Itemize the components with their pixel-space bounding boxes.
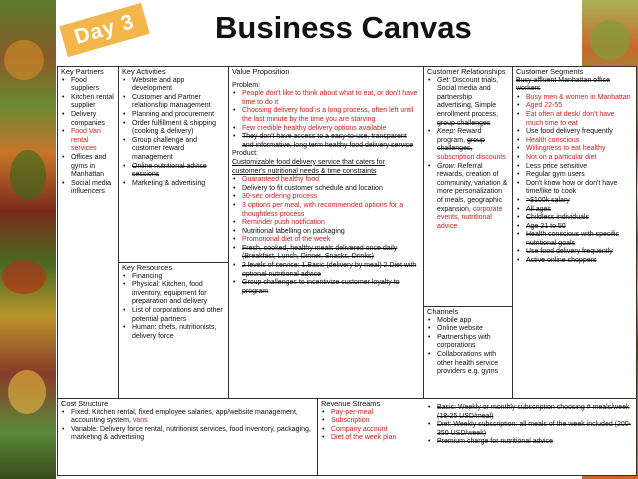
product-item bbox=[232, 245, 420, 262]
product-item bbox=[232, 236, 420, 245]
revenue-stream-item bbox=[321, 426, 421, 435]
cost-item-text: Variable: Delivery force rental, nutritionist services, food inventory, packaging, marketing & advertising bbox=[71, 425, 311, 442]
revenue-stream-item-text: Diet of the week plan bbox=[331, 434, 397, 442]
product-item bbox=[232, 279, 420, 296]
revenue-stream-item bbox=[321, 409, 421, 418]
key-partner-item bbox=[61, 94, 115, 111]
customer-segment-item bbox=[516, 248, 633, 257]
revenue-option-item bbox=[427, 421, 633, 438]
product-item bbox=[232, 185, 420, 194]
customer-segment-item-text: Use food delivery frequently bbox=[526, 248, 613, 256]
key-resource-item bbox=[122, 324, 225, 341]
key-resource-item bbox=[122, 273, 225, 282]
key-activity-item-text: Order fulfillment & shipping (cooking & delivery) bbox=[132, 119, 217, 136]
customer-relationship-item-struck: group challenges bbox=[437, 119, 491, 127]
revenue-stream-item bbox=[321, 417, 421, 426]
problem-item bbox=[232, 90, 420, 107]
revenue-crossed-list bbox=[427, 404, 633, 447]
customer-relationship-item-text: Discount trials, Social media and partnership advertising, Simple enrollment process, bbox=[437, 76, 499, 118]
product-item-text: 30-sec ordering process bbox=[242, 193, 318, 201]
channel-item-text: Partnerships with corporations bbox=[437, 333, 491, 350]
customer-relationships-list bbox=[427, 77, 509, 232]
key-activities-list bbox=[122, 77, 225, 189]
customer-segment-item-text: Less price sensitive bbox=[526, 162, 588, 170]
key-partner-item-text: Delivery companies bbox=[71, 110, 105, 127]
product-item-text: Reminder push notification bbox=[242, 219, 325, 227]
key-partner-item-text: Food Van rental services bbox=[71, 128, 101, 153]
key-resources-heading: Key Resources bbox=[122, 263, 173, 272]
revenue-crossed-cell bbox=[424, 403, 636, 475]
customer-segment-item-text: Not on a particular diet bbox=[526, 153, 597, 161]
customer-relationship-item bbox=[427, 163, 509, 232]
product-item-text: 2 levels of service: 1.Basic (delivery by meal) 2.Diet with optional nutritional advice bbox=[242, 262, 417, 278]
revenue-option-item bbox=[427, 438, 633, 447]
cost-item-highlight: vans bbox=[132, 417, 148, 425]
customer-segment-item bbox=[516, 180, 633, 197]
channel-item bbox=[427, 317, 509, 326]
customer-segment-item bbox=[516, 163, 633, 172]
product-description: Customizable food delivery service that caters for customer's nutritional needs & time constraints bbox=[232, 158, 385, 175]
customer-segment-item bbox=[516, 137, 633, 146]
product-item-text: 3 options per meal, with recommended options for a thoughtless process bbox=[242, 201, 404, 218]
key-activities-heading: Key Activities bbox=[122, 67, 166, 76]
customer-segment-item-text: Use food delivery frequently bbox=[526, 128, 613, 136]
key-partner-item-text: Offices and gyms in Manhattan bbox=[71, 153, 107, 179]
cost-item-text: Fixed: Kitchen rental, fixed employee salaries, app/website management, accounting system, bbox=[71, 408, 298, 425]
day-badge: Day 3 bbox=[59, 3, 150, 57]
customer-segment-item-text: Health conscious bbox=[526, 136, 580, 144]
customer-segment-item bbox=[516, 94, 633, 103]
key-activity-item bbox=[122, 137, 225, 163]
key-resource-item-text: Financing bbox=[132, 272, 163, 280]
product-item-text: Guaranteed healthy food bbox=[242, 176, 320, 184]
customer-segment-item bbox=[516, 197, 633, 206]
key-activity-item-text: Online nutritional advise sessions bbox=[132, 162, 207, 179]
customer-segment-item bbox=[516, 145, 633, 154]
customer-segment-item-text: Regular gym users bbox=[526, 171, 585, 179]
cost-item bbox=[61, 409, 314, 426]
channel-item-text: Online website bbox=[437, 325, 483, 333]
revenue-option-item-text: Premium charge for nutritional advice bbox=[437, 438, 553, 446]
key-partner-item bbox=[61, 154, 115, 180]
customer-segments-cell bbox=[513, 67, 636, 399]
customer-relationship-item-highlight: subscription discounts bbox=[437, 153, 506, 161]
problem-item bbox=[232, 125, 420, 134]
customer-relationship-item-lead: Keep: bbox=[437, 128, 456, 136]
value-proposition-cell bbox=[229, 67, 424, 399]
problem-item bbox=[232, 133, 420, 150]
customer-segments-heading: Customer Segments bbox=[516, 67, 584, 76]
cost-structure-list bbox=[61, 409, 314, 443]
key-activity-item-text: Website and app development bbox=[132, 76, 185, 93]
product-item-text: Group challenges to incentivize customer loyalty to program bbox=[242, 279, 400, 295]
cost-structure-heading: Cost Structure bbox=[61, 399, 109, 408]
key-resource-item-text: Physical: Kitchen, food inventory, equipment for preparation and delivery bbox=[132, 281, 208, 306]
key-partners-cell bbox=[58, 67, 119, 399]
problem-item-text: People don't like to think about what to eat, or don't have time to do it bbox=[242, 90, 418, 106]
key-activity-item bbox=[122, 111, 225, 120]
page-title: Business Canvas bbox=[215, 10, 472, 45]
customer-segments-list bbox=[516, 94, 633, 266]
customer-segment-item-text: Willingness to eat healthy bbox=[526, 145, 606, 153]
product-item-text: Nutritional labelling on packaging bbox=[242, 227, 345, 235]
customer-segment-item bbox=[516, 223, 633, 232]
customer-segment-item bbox=[516, 206, 633, 215]
channel-item bbox=[427, 351, 509, 377]
customer-segment-item-text: Age 21 to 50 bbox=[526, 222, 566, 230]
key-activity-item bbox=[122, 94, 225, 111]
product-item bbox=[232, 176, 420, 185]
customer-segment-item bbox=[516, 154, 633, 163]
key-resource-item bbox=[122, 307, 225, 324]
key-partner-item bbox=[61, 180, 115, 197]
customer-relationship-item-highlight: corporate events, nutritional advice bbox=[437, 205, 503, 230]
revenue-stream-item-text: Subscription bbox=[331, 417, 370, 425]
customer-segment-item bbox=[516, 128, 633, 137]
problem-list bbox=[232, 90, 420, 150]
channels-list bbox=[427, 317, 509, 377]
customer-segment-item-text: Health conscious with specific nutritional goals bbox=[526, 231, 619, 247]
key-partner-item bbox=[61, 77, 115, 94]
customer-relationship-item-lead: Grow: bbox=[437, 162, 456, 170]
customer-segment-item bbox=[516, 231, 633, 248]
key-activity-item-text: Customer and Partner relationship management bbox=[132, 93, 211, 110]
channels-cell bbox=[424, 307, 513, 399]
revenue-stream-item bbox=[321, 434, 421, 443]
key-resources-list bbox=[122, 273, 225, 342]
key-resource-item-text: List of corporations and other potential partners bbox=[132, 306, 223, 323]
key-activity-item bbox=[122, 163, 225, 180]
channels-heading: Channels bbox=[427, 307, 459, 316]
customer-segment-item-text: Eat often at desk/ don't have much time to eat bbox=[526, 110, 615, 127]
customer-segment-item-text: Busy men & women in Manhattan bbox=[526, 93, 631, 101]
key-activity-item bbox=[122, 120, 225, 137]
problem-label: Problem: bbox=[232, 81, 261, 89]
revenue-option-item bbox=[427, 404, 633, 421]
product-item-text: Fresh, cooked, healthy meals delivered once daily (Breakfast, Lunch, Dinner, Snacks, Drinks) bbox=[242, 244, 398, 261]
customer-segment-item-text: Active online shoppers bbox=[526, 257, 597, 265]
customer-segment-item bbox=[516, 111, 633, 128]
customer-relationship-item-text: Reward program, bbox=[437, 128, 482, 144]
channel-item bbox=[427, 325, 509, 334]
key-partner-item bbox=[61, 128, 115, 154]
customer-relationships-heading: Customer Relationships bbox=[427, 67, 506, 76]
key-resource-item-text: Human: chefs, nutritionists, delivery force bbox=[132, 324, 217, 340]
product-item-text: Delivery to fit customer schedule and location bbox=[242, 184, 383, 192]
key-activity-item bbox=[122, 77, 225, 94]
key-activity-item-text: Planning and procurement bbox=[132, 110, 215, 118]
problem-item bbox=[232, 107, 420, 124]
customer-segment-item-text: Aged 22-55 bbox=[526, 102, 563, 110]
key-resources-cell bbox=[119, 263, 229, 399]
revenue-streams-heading: Revenue Streams bbox=[321, 399, 381, 408]
customer-segment-item-text: Childless individuals bbox=[526, 214, 590, 222]
channel-item-text: Mobile app bbox=[437, 316, 472, 324]
customer-segment-item bbox=[516, 171, 633, 180]
key-activity-item-text: Marketing & advertising bbox=[132, 179, 206, 187]
key-resource-item bbox=[122, 281, 225, 307]
revenue-stream-item-text: Company account bbox=[331, 425, 388, 433]
revenue-stream-item-text: Pay-per-meal bbox=[331, 408, 374, 416]
customer-segment-item-text: Don't know how or don't have time/like to cook bbox=[526, 179, 618, 196]
customer-relationships-cell bbox=[424, 67, 513, 307]
product-list bbox=[232, 176, 420, 296]
product-item bbox=[232, 202, 420, 219]
key-activity-item bbox=[122, 180, 225, 189]
key-partner-item-text: Social media influencers bbox=[71, 179, 112, 196]
customer-segment-item bbox=[516, 257, 633, 266]
revenue-streams-list bbox=[321, 409, 421, 443]
product-label: Product: bbox=[232, 150, 259, 158]
customer-segment-item-text: >$100k salary bbox=[526, 196, 570, 204]
key-partners-list bbox=[61, 77, 115, 197]
value-proposition-heading: Value Proposition bbox=[232, 67, 290, 76]
customer-relationship-item-text: Referral rewards, creation of community, variation & more personalization of meals, geographic expansion, bbox=[437, 162, 508, 213]
product-item bbox=[232, 262, 420, 279]
product-item bbox=[232, 219, 420, 228]
problem-item-text: Choosing delivery food is a long process, often left until the last minute by the time you are starving bbox=[242, 107, 414, 123]
product-item bbox=[232, 193, 420, 202]
cost-structure-cell bbox=[58, 399, 318, 475]
revenue-streams-cell bbox=[318, 399, 424, 475]
customer-relationship-item bbox=[427, 128, 509, 162]
customer-relationship-item-lead: Get: bbox=[437, 76, 451, 84]
customer-segments-intro: Busy affluent Manhattan office workers bbox=[516, 76, 610, 93]
revenue-option-item-text: Diet: Weekly subscription: all meals of the week included (200-350 USD/week) bbox=[437, 421, 632, 437]
channel-item-text: Collaborations with other health service providers e.g. gyms bbox=[437, 350, 499, 376]
channel-item bbox=[427, 334, 509, 351]
problem-item-text: Few credible healthy delivery options available bbox=[242, 124, 387, 132]
customer-segment-item bbox=[516, 214, 633, 223]
key-activity-item-text: Group challenge and customer reward management bbox=[132, 136, 197, 161]
vegetable-photo-left bbox=[0, 0, 56, 479]
revenue-option-item-text: Basic: Weekly or monthly subscription choosing # meals/week (18-25 USD/meal) bbox=[437, 404, 630, 420]
key-partners-heading: Key Partners bbox=[61, 67, 104, 76]
business-canvas-grid bbox=[57, 66, 637, 476]
customer-relationship-item-struck: group challenges, bbox=[437, 136, 485, 153]
customer-relationship-item bbox=[427, 77, 509, 129]
key-partner-item bbox=[61, 111, 115, 128]
customer-segment-item bbox=[516, 102, 633, 111]
customer-segment-item-text: All ages bbox=[526, 205, 551, 213]
key-partner-item-text: Food suppliers bbox=[71, 76, 100, 93]
cost-item bbox=[61, 426, 314, 443]
key-partner-item-text: Kitchen rental supplier bbox=[71, 93, 114, 110]
problem-item-text: They don't have access to a easy-to-use, transparent and informative, long term healthy food delivery service bbox=[242, 133, 414, 149]
key-activities-cell bbox=[119, 67, 229, 263]
product-item bbox=[232, 228, 420, 237]
product-item-text: Promotional diet of the week bbox=[242, 236, 331, 244]
